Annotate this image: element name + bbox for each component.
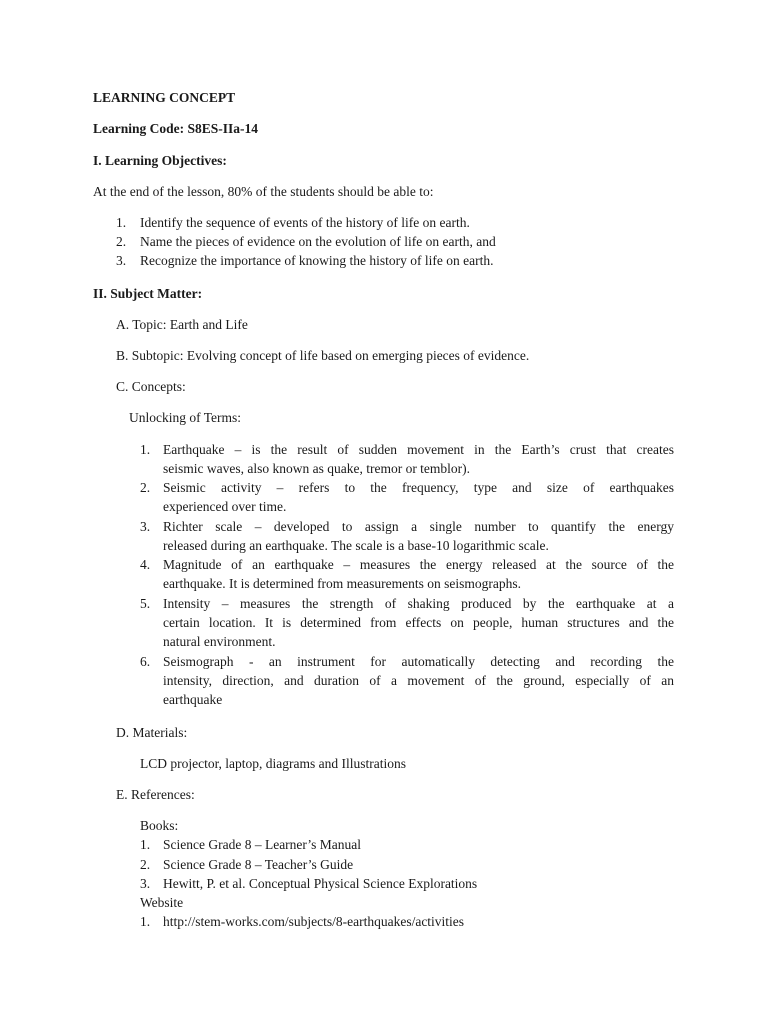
term-text-line: intensity, direction, and duration of a movement of the ground, especially of an <box>163 673 674 688</box>
list-text: Name the pieces of evidence on the evolution of life on earth, and <box>140 234 496 249</box>
concepts-label: C. Concepts: <box>116 379 186 394</box>
subtopic-line: B. Subtopic: Evolving concept of life based on emerging pieces of evidence. <box>116 348 530 363</box>
term-text-line: certain location. It is determined from effects on people, human structures and the <box>163 615 674 630</box>
term-text-line: seismic waves, also known as quake, tremor or temblor). <box>163 461 471 476</box>
objectives-intro: At the end of the lesson, 80% of the students should be able to: <box>93 184 434 199</box>
list-text: Recognize the importance of knowing the history of life on earth. <box>140 253 494 268</box>
list-number: 1. <box>140 837 151 852</box>
list-number: 6. <box>140 654 151 669</box>
materials-label: D. Materials: <box>116 725 188 740</box>
term-text-line: released during an earthquake. The scale is a base-10 logarithmic scale. <box>163 538 549 553</box>
references-label: E. References: <box>116 787 195 802</box>
list-number: 5. <box>140 596 151 611</box>
list-number: 3. <box>140 876 151 891</box>
objectives-heading: I. Learning Objectives: <box>93 153 227 168</box>
term-text-line: Intensity – measures the strength of shaking produced by the earthquake at a <box>163 596 674 611</box>
term-text-line: Seismic activity – refers to the frequency, type and size of earthquakes <box>163 480 674 495</box>
list-number: 2. <box>140 480 151 495</box>
list-number: 2. <box>116 234 127 249</box>
list-number: 4. <box>140 557 151 572</box>
term-text-line: Seismograph - an instrument for automatically detecting and recording the <box>163 654 674 669</box>
term-text-line: Richter scale – developed to assign a single number to quantify the energy <box>163 519 674 534</box>
document-title: LEARNING CONCEPT <box>93 90 236 105</box>
term-text-line: natural environment. <box>163 634 276 649</box>
list-number: 3. <box>140 519 151 534</box>
website-link-text: http://stem-works.com/subjects/8-earthquakes/activities <box>163 914 465 929</box>
unlocking-terms-label: Unlocking of Terms: <box>129 410 242 425</box>
term-text-line: earthquake. It is determined from measurements on seismographs. <box>163 576 522 591</box>
list-number: 3. <box>116 253 127 268</box>
term-text-line: Magnitude of an earthquake – measures the energy released at the source of the <box>163 557 674 572</box>
list-number: 2. <box>140 857 151 872</box>
list-text: Identify the sequence of events of the history of life on earth. <box>140 215 470 230</box>
materials-text: LCD projector, laptop, diagrams and Illustrations <box>140 756 407 771</box>
list-number: 1. <box>116 215 127 230</box>
topic-line: A. Topic: Earth and Life <box>116 317 248 332</box>
learning-code: Learning Code: S8ES-IIa-14 <box>93 121 259 136</box>
term-text-line: Earthquake – is the result of sudden movement in the Earth’s crust that creates <box>163 442 674 457</box>
list-text: Hewitt, P. et al. Conceptual Physical Science Explorations <box>163 876 478 891</box>
subject-matter-heading: II. Subject Matter: <box>93 286 203 301</box>
term-text-line: earthquake <box>163 692 223 707</box>
books-label: Books: <box>140 818 179 833</box>
website-label: Website <box>140 895 184 910</box>
list-text: Science Grade 8 – Teacher’s Guide <box>163 857 354 872</box>
list-number: 1. <box>140 914 151 929</box>
list-text: Science Grade 8 – Learner’s Manual <box>163 837 362 852</box>
term-text-line: experienced over time. <box>163 499 287 514</box>
list-number: 1. <box>140 442 151 457</box>
